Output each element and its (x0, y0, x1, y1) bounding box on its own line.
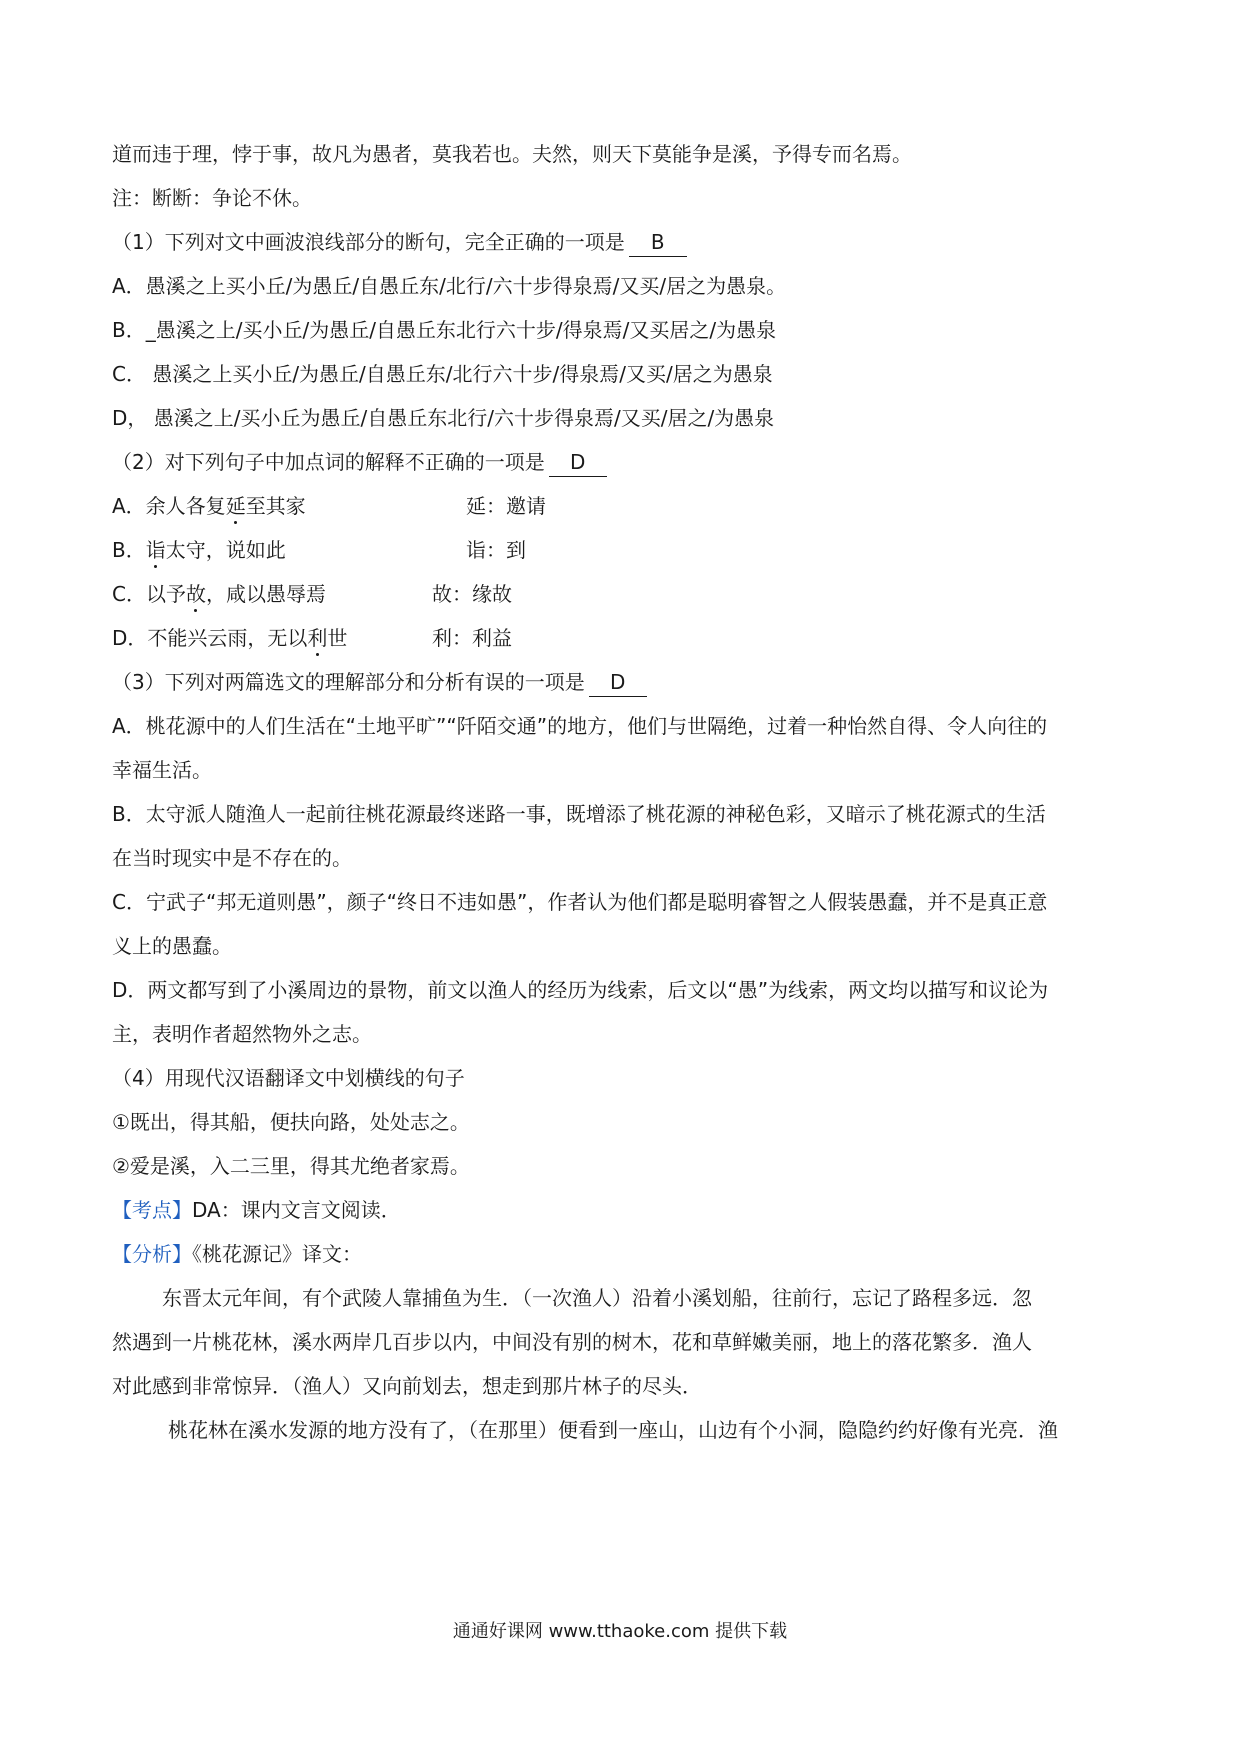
option-b-cont: 在当时现实中是不存在的。 (112, 846, 352, 870)
option-a-text: 至其家 (245, 494, 306, 518)
paragraph-line: 东晋太元年间，有个武陵人靠捕鱼为生．（一次渔人）沿着小溪划船，往前行，忘记了路程多远．忽 (162, 1286, 1032, 1310)
dotted-word: 利 (307, 626, 328, 650)
fenxi-text: 《桃花源记》译文： (192, 1242, 362, 1266)
option-d: D．两文都写到了小溪周边的景物，前文以渔人的经历为线索，后文以“愚”为线索，两文均以描写和议论为 (112, 978, 1049, 1002)
fenxi-tag: 【分析】 (112, 1242, 192, 1266)
option-d (112, 624, 347, 652)
option-d-text: D．不能兴云雨，无以 (112, 626, 308, 650)
paragraph-line: 对此感到非常惊异．（渔人）又向前划去，想走到那片林子的尽头． (112, 1374, 702, 1398)
option-c-text: ，咸以愚辱焉 (205, 582, 326, 606)
option-c: C．宁武子“邦无道则愚”，颜子“终日不违如愚”，作者认为他们都是聪明睿智之人假装愚蠢，并不是真正意 (112, 890, 1048, 914)
option-b: B．太守派人随渔人一起前往桃花源最终迷路一事，既增添了桃花源的神秘色彩，又暗示了桃花源式的生活 (112, 802, 1046, 826)
option-d-text: 世 (327, 626, 348, 650)
question-3-text: （3）下列对两篇选文的理解部分和分析有误的一项是 (112, 670, 585, 694)
text-line: 道而违于理，悖于事，故凡为愚者，莫我若也。夫然，则天下莫能争是溪，予得专而名焉。 (112, 142, 912, 166)
option-a: A．桃花源中的人们生活在“土地平旷”“阡陌交通”的地方，他们与世隔绝，过着一种怡然自得、令人向往的 (112, 714, 1048, 738)
option-a-cont: 幸福生活。 (112, 758, 212, 782)
question-3-answer: D (589, 668, 647, 697)
sentence-1: ①既出，得其船，便扶向路，处处志之。 (112, 1110, 470, 1134)
option-b: B．_愚溪之上/买小丘/为愚丘/自愚丘东北行六十步/得泉焉/又买居之/为愚泉 (112, 318, 777, 342)
option-d: D， 愚溪之上/买小丘为愚丘/自愚丘东北行/六十步得泉焉/又买/居之/为愚泉 (112, 406, 775, 430)
kaodian-tag: 【考点】 (112, 1198, 192, 1222)
dotted-word: 诣 (145, 538, 166, 562)
dotted-word: 故 (185, 582, 206, 606)
option-a-text: A．余人各复 (112, 494, 226, 518)
option-c: C． 愚溪之上买小丘/为愚丘/自愚丘东/北行六十步/得泉焉/又买/居之为愚泉 (112, 362, 773, 386)
question-2-text: （2）对下列句子中加点词的解释不正确的一项是 (112, 450, 545, 474)
question-2-answer: D (549, 448, 607, 477)
dotted-word: 延 (225, 494, 246, 518)
question-4: （4）用现代汉语翻译文中划横线的句子 (112, 1066, 465, 1090)
question-1 (112, 228, 687, 257)
question-2 (112, 448, 607, 477)
kaodian-text: DA：课内文言文阅读． (192, 1198, 401, 1222)
option-c-cont: 义上的愚蠢。 (112, 934, 232, 958)
fenxi (112, 1240, 362, 1268)
option-d-cont: 主，表明作者超然物外之志。 (112, 1022, 372, 1046)
option-c-text: C．以予 (112, 582, 186, 606)
option-a (112, 492, 306, 520)
option-b (112, 536, 286, 564)
kaodian (112, 1196, 401, 1224)
sentence-2: ②爱是溪，入二三里，得其尤绝者家焉。 (112, 1154, 470, 1178)
page-footer: 通通好课网 www.tthaoke.com 提供下载 (452, 1621, 788, 1642)
option-c (112, 580, 326, 608)
note: 注：断断：争论不休。 (112, 186, 312, 210)
option-a: A．愚溪之上买小丘/为愚丘/自愚丘东/北行/六十步得泉焉/又买/居之为愚泉。 (112, 274, 787, 298)
question-1-text: （1）下列对文中画波浪线部分的断句，完全正确的一项是 (112, 230, 625, 254)
option-b-text: 太守，说如此 (165, 538, 286, 562)
paragraph-line: 然遇到一片桃花林，溪水两岸几百步以内，中间没有别的树木，花和草鲜嫩美丽，地上的落花繁多．渔人 (112, 1330, 1032, 1354)
option-a-gloss: 延：邀请 (466, 494, 546, 518)
question-3 (112, 668, 647, 697)
option-c-gloss: 故：缘故 (432, 582, 512, 606)
question-1-answer: B (629, 228, 687, 257)
option-b-gloss: 诣：到 (466, 538, 526, 562)
option-d-gloss: 利：利益 (432, 626, 512, 650)
paragraph-line: 桃花林在溪水发源的地方没有了，（在那里）便看到一座山，山边有个小洞，隐隐约约好像有光亮．渔 (168, 1418, 1058, 1442)
option-b-text: B． (112, 538, 146, 562)
